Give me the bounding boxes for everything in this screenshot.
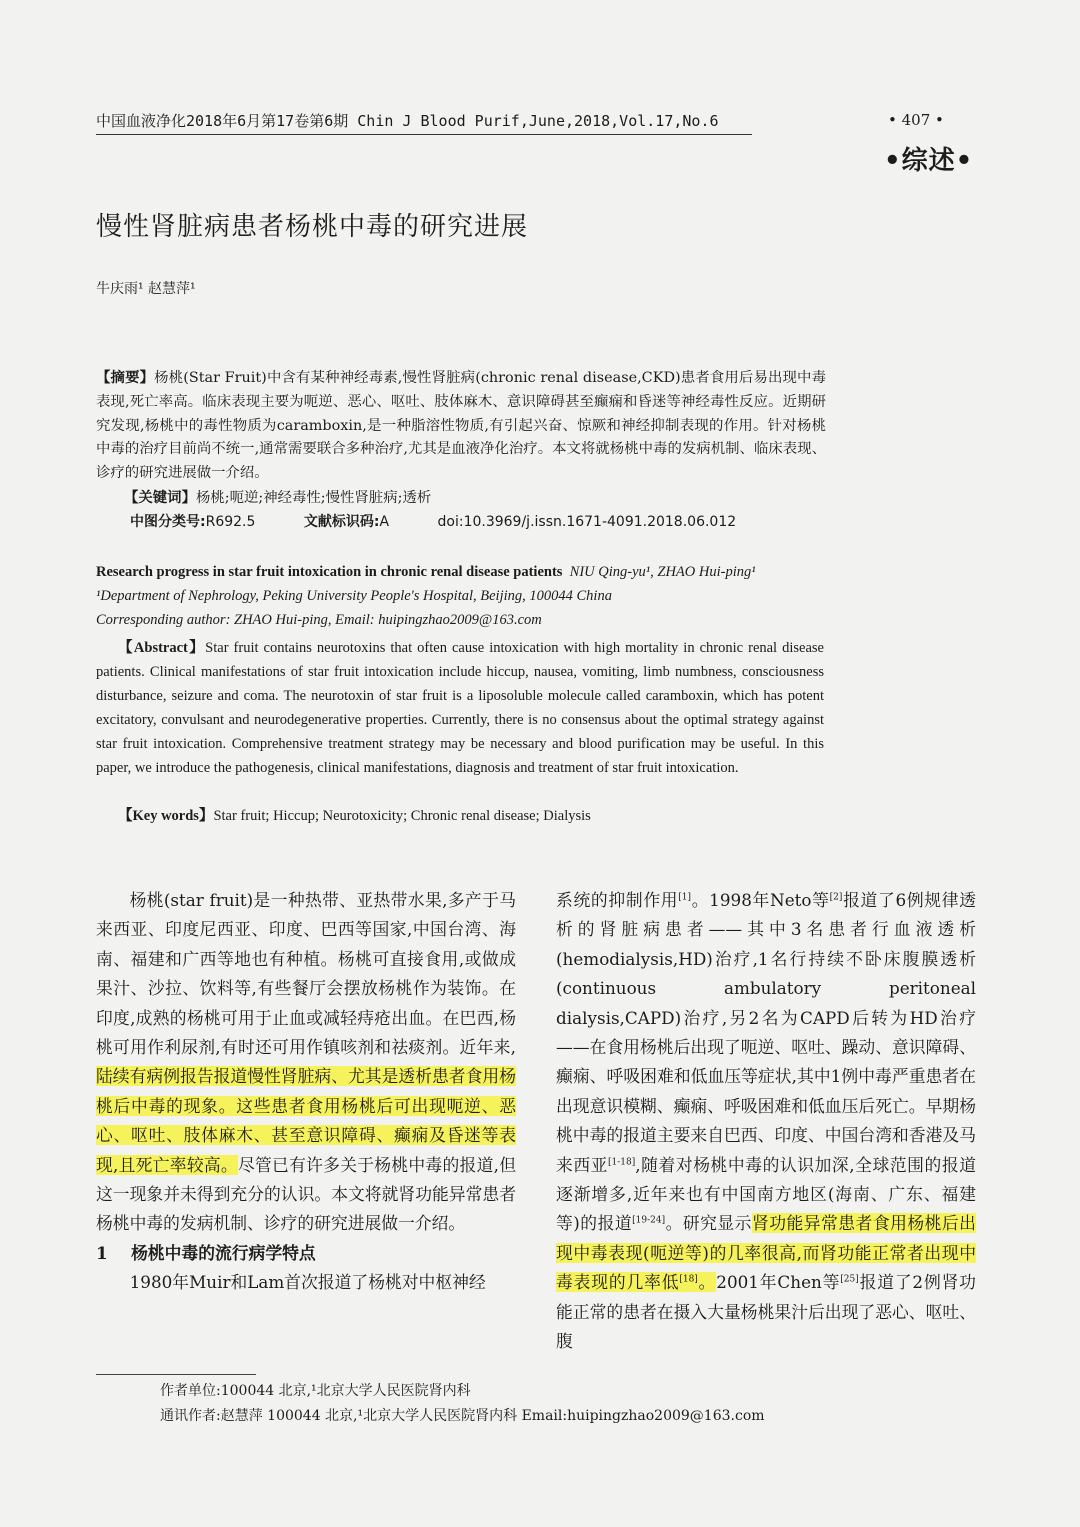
abstract-cn-label: 【摘要】	[96, 369, 155, 386]
english-abstract-text: Star fruit contains neurotoxins that often cause intoxication with high mortality in chronic renal disease patients. Clinical manifestations of star fruit intoxication include hiccup, nausea, vomiting, limb numbness, consciousness disturbance, seizure and coma. The neurotoxin of star fruit is a liposoluble molecule called caramboxin, which has potent excitatory, convulsant and neurodegenerative properties. Currently, there is no consensus about the optimal strategy against star fruit intoxication. Comprehensive treatment strategy may be necessary and blood purification may be useful. In this paper, we introduce the pathogenesis, clinical manifestations, diagnosis and treatment of star fruit intoxication.	[96, 640, 824, 776]
citation: [2]	[829, 892, 843, 903]
body-paragraph-1	[96, 886, 516, 1239]
citation: [19-24]	[632, 1215, 666, 1226]
classification-line	[130, 511, 758, 531]
body-text: 系统的抑制作用	[556, 890, 679, 910]
citation: [18]	[679, 1274, 698, 1285]
english-keywords-label: 【Key words】	[118, 808, 214, 824]
clc-group	[130, 514, 277, 530]
doi-text: doi:10.3969/j.issn.1671-4091.2018.06.012	[437, 514, 737, 530]
clc-label: 中图分类号:	[130, 514, 206, 530]
body-text: 。1998年Neto等	[691, 890, 830, 910]
body-text: 。研究显示	[665, 1213, 752, 1234]
english-corresponding: Corresponding author: ZHAO Hui-ping, Email: huipingzhao2009@163.com	[96, 612, 542, 628]
body-text: 报道了2例肾功能正常的患者在摄入大量杨桃果汁后出现了恶心、呕吐、腹	[556, 1272, 976, 1352]
highlighted-punct: 。	[697, 1272, 717, 1293]
footnote-rule	[96, 1374, 256, 1375]
body-text: 尽管已有许多关于杨桃中毒的报道,但这一现象并未得到充分的认识。本文将就肾功能异常患者杨桃中毒的发病机制、诊疗的研究进展做一介绍。	[96, 1154, 516, 1234]
english-title: Research progress in star fruit intoxication in chronic renal disease patients	[96, 564, 563, 580]
english-affiliation: ¹Department of Nephrology, Peking University People's Hospital, Beijing, 100044 China	[96, 588, 612, 604]
body-text: 报道了6例规律透析的肾脏病患者——其中3名患者行血液透析(hemodialysis,HD)治疗,1名行持续不卧床腹膜透析(continuous ambulatory peritoneal dialysis,CAPD)治疗,另2名为CAPD后转为HD治疗——在食用杨桃后出现了呃逆、呕吐、躁动、意识障碍、癫痫、呼吸困难和低血压等症状,其中1例中毒严重患者在出现意识模糊、癫痫、呼吸困难和低血压后死亡。早期杨桃中毒的报道主要来自巴西、印度、中国台湾和香港及马来西亚	[556, 890, 977, 1175]
english-keywords-text: Star fruit; Hiccup; Neurotoxicity; Chronic renal disease; Dialysis	[213, 808, 591, 824]
keywords-cn-label: 【关键词】	[124, 489, 196, 506]
section-label: •综述•	[884, 146, 974, 176]
english-abstract	[96, 636, 824, 780]
abstract-cn	[96, 366, 826, 486]
section-1-heading	[96, 1239, 516, 1268]
clc-value: R692.5	[205, 514, 256, 530]
doc-code-value: A	[379, 514, 390, 530]
english-abstract-label: 【Abstract】	[118, 640, 206, 656]
citation: [1-18]	[608, 1157, 636, 1168]
footnote-corresponding: 通讯作者:赵慧萍 100044 北京,¹北京大学人民医院肾内科 Email:huipingzhao2009@163.com	[160, 1408, 765, 1424]
abstract-cn-text: 杨桃(Star Fruit)中含有某种神经毒素,慢性肾脏病(chronic renal disease,CKD)患者食用后易出现中毒表现,死亡率高。临床表现主要为呃逆、恶心、呕吐、肢体麻木、意识障碍甚至癫痫和昏迷等神经毒性反应。近期研究发现,杨桃中的毒性物质为caramboxin,是一种脂溶性物质,有引起兴奋、惊厥和神经抑制表现的作用。针对杨桃中毒的治疗目前尚不统一,通常需要联合多种治疗,尤其是血液净化治疗。本文将就杨桃中毒的发病机制、临床表现、诊疗的研究进展做一介绍。	[96, 370, 826, 482]
keywords-cn	[124, 486, 431, 507]
body-paragraph-3	[556, 886, 976, 1357]
section-number: 1	[96, 1242, 108, 1263]
body-paragraph-2: 1980年Muir和Lam首次报道了杨桃对中枢神经	[129, 1272, 486, 1293]
footnote-unit: 作者单位:100044 北京,¹北京大学人民医院肾内科	[160, 1383, 471, 1399]
page-number: • 407 •	[888, 111, 944, 129]
body-text: ,随着对杨桃中毒的认识加深,全球范围的报道逐渐增多,近年来也有中国南方地区(海南、广东、福建等)的报道	[556, 1154, 976, 1234]
body-text: 2001年Chen等	[716, 1272, 841, 1293]
keywords-cn-text: 杨桃;呃逆;神经毒性;慢性肾脏病;透析	[195, 490, 432, 506]
english-keywords	[118, 804, 591, 825]
citation: [25]	[840, 1274, 859, 1285]
doc-code-group	[304, 514, 411, 530]
section-title: 杨桃中毒的流行病学特点	[131, 1242, 316, 1263]
english-authors: NIU Qing-yu¹, ZHAO Hui-ping¹	[569, 564, 756, 580]
highlighted-sentence: 肾功能异常患者食用杨桃后出现中毒表现(呃逆等)的几率很高,而肾功能正常者出现中毒表现的几率低	[556, 1213, 976, 1293]
body-right-column	[556, 886, 976, 1357]
header-rule	[96, 134, 752, 135]
article-title: 慢性肾脏病患者杨桃中毒的研究进展	[96, 212, 529, 242]
doc-code-label: 文献标识码:	[303, 514, 380, 530]
english-title-line	[96, 564, 756, 581]
running-header: 中国血液净化2018年6月第17卷第6期 Chin J Blood Purif,June,2018,Vol.17,No.6	[96, 112, 719, 130]
article-authors: 牛庆雨¹ 赵慧萍¹	[96, 281, 196, 297]
body-left-column	[96, 886, 516, 1298]
citation: [1]	[678, 892, 692, 903]
highlighted-text: 陆续有病例报告报道慢性肾脏病、尤其是透析患者食用杨桃后中毒的现象。这些患者食用杨桃后可出现呃逆、恶心、呕吐、肢体麻木、甚至意识障碍、癫痫及昏迷等表现,且死亡率较高。	[96, 1066, 516, 1175]
body-text: 杨桃(star fruit)是一种热带、亚热带水果,多产于马来西亚、印度尼西亚、印度、巴西等国家,中国台湾、海南、福建和广西等地也有种植。杨桃可直接食用,或做成果汁、沙拉、饮料等,有些餐厅会摆放杨桃作为装饰。在印度,成熟的杨桃可用于止血或减轻痔疮出血。在巴西,杨桃可用作利尿剂,有时还可用作镇咳剂和祛痰剂。近年来,	[96, 890, 516, 1058]
